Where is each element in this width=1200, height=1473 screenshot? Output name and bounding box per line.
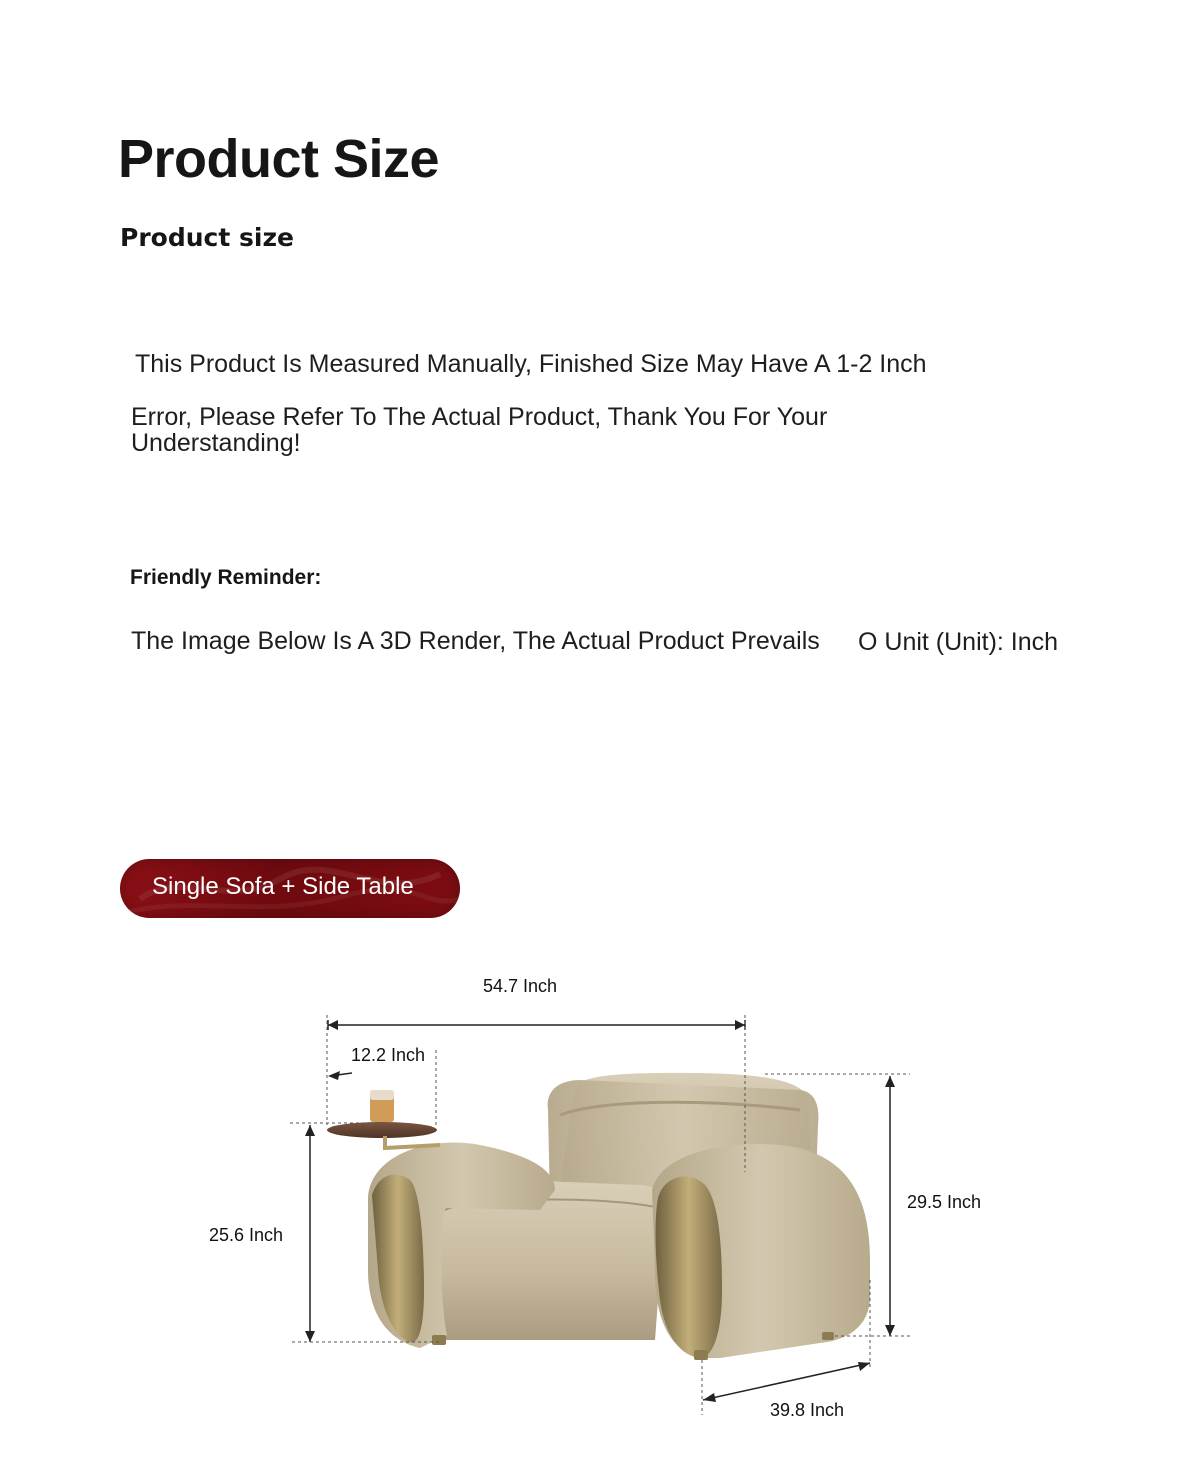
variant-label: Single Sofa + Side Table [152,873,414,900]
unit-note: O Unit (Unit): Inch [858,628,1059,656]
dimension-diagram [0,940,1200,1460]
page-title: Product Size [118,129,440,189]
sofa-illustration [0,940,1200,1460]
overall-width-label: 54.7 Inch [483,976,558,996]
measurement-notice-line-2: Error, Please Refer To The Actual Product, Thank You For Your Understanding! [131,403,828,457]
table-width-label: 12.2 Inch [351,1045,426,1065]
render-note: The Image Below Is A 3D Render, The Actual Product Prevails [131,627,820,655]
reminder-heading: Friendly Reminder: [130,566,322,589]
measurement-notice-line-1: This Product Is Measured Manually, Finished Size May Have A 1-2 Inch [135,350,927,378]
table-height-label: 25.6 Inch [209,1225,284,1245]
sofa-depth-label: 39.8 Inch [770,1400,845,1420]
variant-badge [120,859,460,918]
page-subtitle: Product size [120,223,294,252]
sofa-height-label: 29.5 Inch [907,1192,982,1212]
